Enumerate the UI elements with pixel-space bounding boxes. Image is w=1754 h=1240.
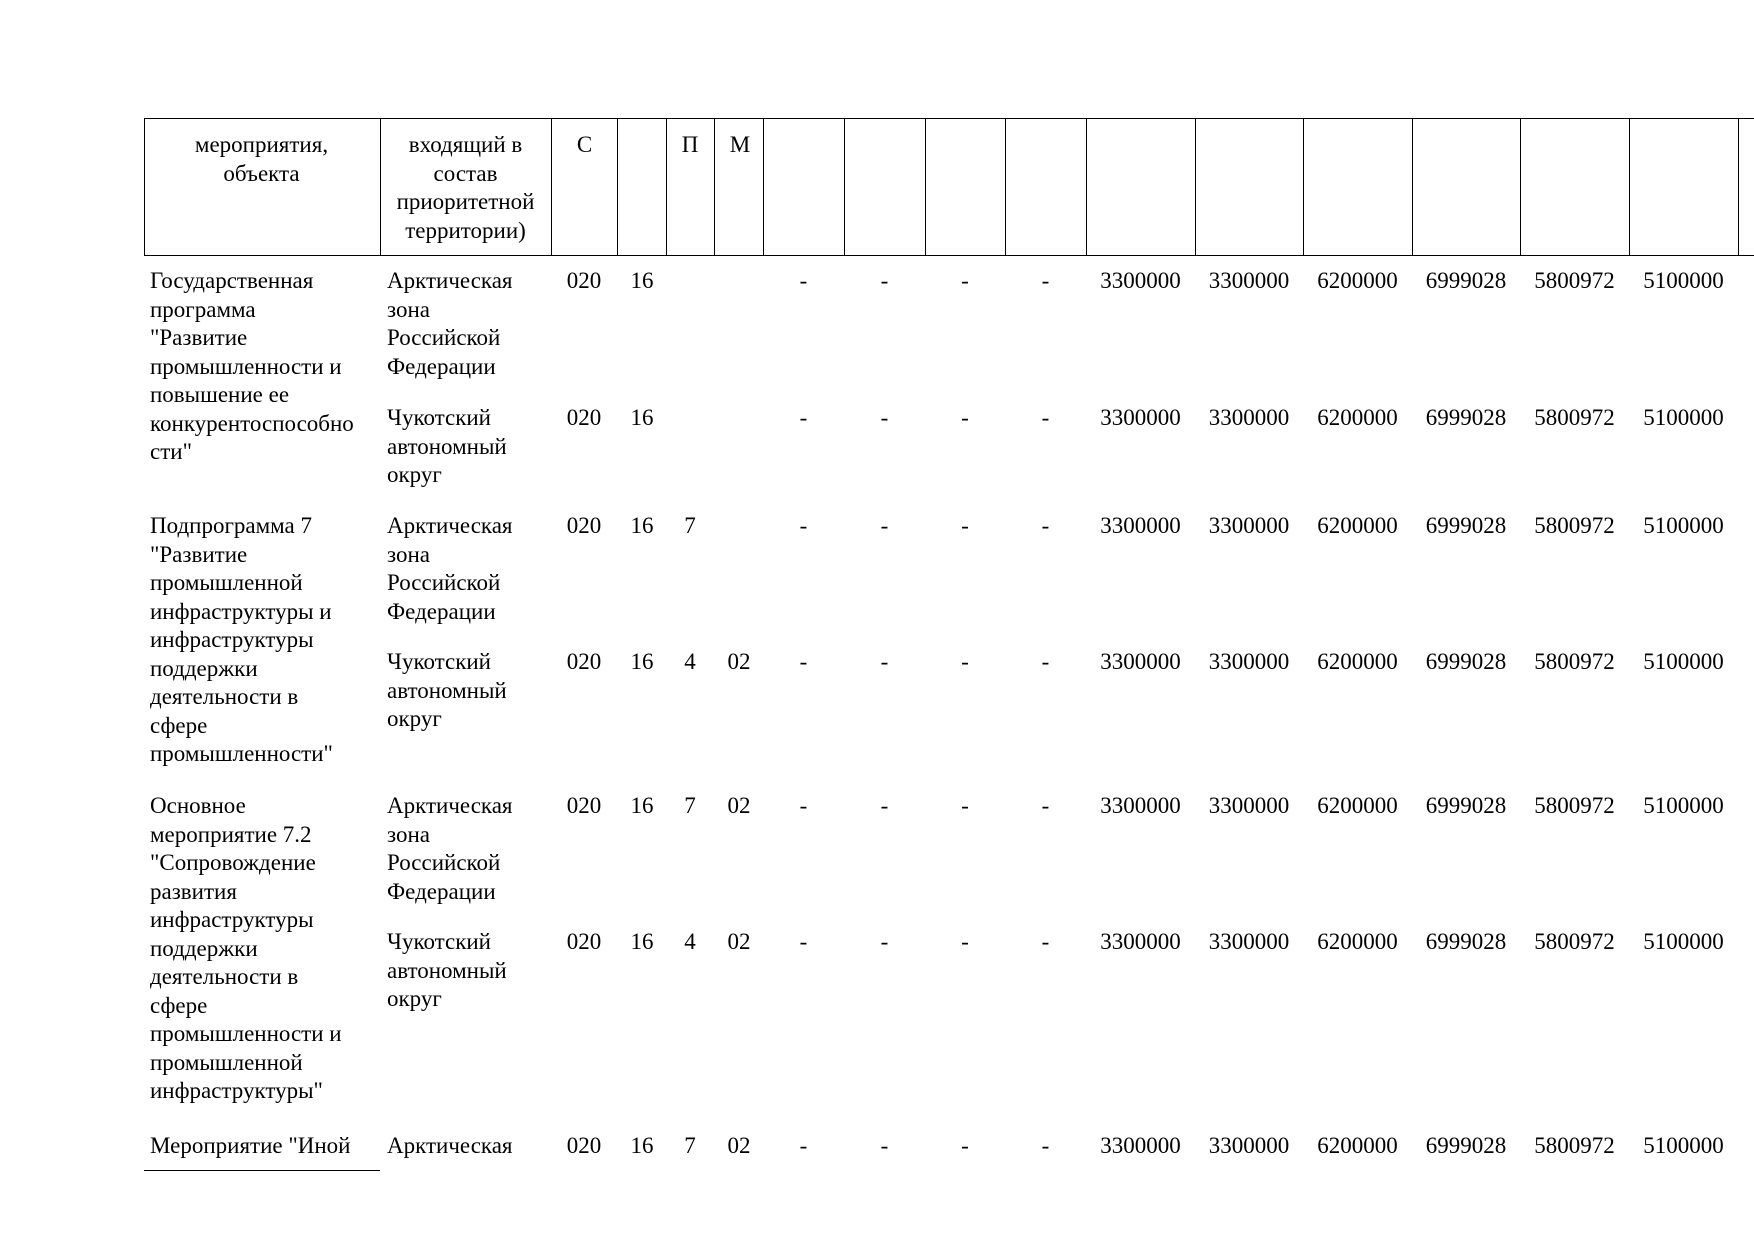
table-top-border [144, 118, 1754, 119]
amount-cell: 6999028 [1425, 513, 1507, 538]
dash-cell: - [880, 793, 889, 818]
code-2-cell: 16 [630, 793, 654, 818]
amount-cell: 5100000 [1643, 1133, 1724, 1158]
code-2-cell: 16 [630, 513, 654, 538]
column-divider-14 [1520, 118, 1521, 255]
code-m-cell: 02 [727, 649, 751, 674]
code-m-cell: 02 [727, 793, 751, 818]
amount-cell: 3300000 [1208, 513, 1290, 538]
column-divider-16 [1738, 118, 1739, 255]
amount-cell: 6200000 [1317, 513, 1398, 538]
territory-cell: Арктическая зона Российской Федерации [387, 513, 513, 624]
code-p-cell: 4 [684, 649, 696, 674]
territory-cell: Чукотский автономный округ [387, 929, 507, 1011]
column-divider-7 [844, 118, 845, 255]
header-event-name: мероприятия, объекта [194, 132, 329, 186]
amount-cell: 3300000 [1208, 793, 1290, 818]
territory-cell: Чукотский автономный округ [387, 405, 507, 487]
territory-cell: Чукотский автономный округ [387, 649, 507, 731]
amount-cell: 3300000 [1208, 1133, 1290, 1158]
amount-cell: 5800972 [1534, 513, 1615, 538]
column-divider-4 [666, 118, 667, 255]
dash-cell: - [961, 405, 969, 430]
dash-cell: - [880, 513, 889, 538]
column-divider-15 [1629, 118, 1630, 255]
amount-cell: 6200000 [1317, 1133, 1398, 1158]
code-c-cell: 020 [566, 405, 602, 430]
dash-cell: - [961, 793, 969, 818]
amount-cell: 3300000 [1100, 929, 1181, 954]
code-2-cell: 16 [630, 649, 654, 674]
amount-cell: 5100000 [1643, 268, 1724, 293]
column-divider-1 [380, 118, 381, 255]
amount-cell: 6999028 [1425, 793, 1507, 818]
dash-cell: - [1041, 1133, 1050, 1158]
code-2-cell: 16 [630, 268, 654, 293]
amount-cell: 5800972 [1534, 405, 1615, 430]
amount-cell: 5100000 [1643, 793, 1724, 818]
amount-cell: 5800972 [1534, 649, 1615, 674]
code-m-cell: 02 [727, 929, 751, 954]
dash-cell: - [799, 649, 808, 674]
code-c-cell: 020 [566, 929, 602, 954]
code-m-cell: 02 [727, 1133, 751, 1158]
amount-cell: 3300000 [1208, 929, 1290, 954]
amount-cell: 3300000 [1208, 405, 1290, 430]
amount-cell: 5800972 [1534, 1133, 1615, 1158]
dash-cell: - [799, 793, 808, 818]
amount-cell: 5100000 [1643, 405, 1724, 430]
amount-cell: 6200000 [1317, 793, 1398, 818]
amount-cell: 6999028 [1425, 405, 1507, 430]
dash-cell: - [1041, 649, 1050, 674]
amount-cell: 3300000 [1100, 649, 1181, 674]
amount-cell: 3300000 [1100, 405, 1181, 430]
amount-cell: 3300000 [1208, 649, 1290, 674]
dash-cell: - [1041, 793, 1050, 818]
amount-cell: 5800972 [1534, 929, 1615, 954]
dash-cell: - [880, 649, 889, 674]
dash-cell: - [799, 1133, 808, 1158]
dash-cell: - [961, 1133, 969, 1158]
territory-cell: Арктическая [387, 1133, 513, 1158]
dash-cell: - [799, 929, 808, 954]
amount-cell: 6200000 [1317, 268, 1398, 293]
code-2-cell: 16 [630, 1133, 654, 1158]
amount-cell: 3300000 [1100, 268, 1181, 293]
amount-cell: 3300000 [1100, 513, 1181, 538]
event-name-cell: Основное мероприятие 7.2 "Сопровождение развития инфраструктуры поддержки деятельности в сфере промышленности и промышленной инфраструктуры" [150, 793, 342, 1103]
column-divider-2 [551, 118, 552, 255]
amount-cell: 5800972 [1534, 268, 1615, 293]
dash-cell: - [1041, 929, 1050, 954]
header-c: С [576, 132, 593, 157]
header-territory: входящий в состав приоритетной территории) [396, 132, 535, 243]
amount-cell: 3300000 [1100, 793, 1181, 818]
amount-cell: 6999028 [1425, 649, 1507, 674]
column-divider-5 [714, 118, 715, 255]
code-2-cell: 16 [630, 405, 654, 430]
amount-cell: 6999028 [1425, 929, 1507, 954]
dash-cell: - [880, 405, 889, 430]
amount-cell: 6200000 [1317, 929, 1398, 954]
code-p-cell: 7 [684, 1133, 696, 1158]
column-divider-3 [617, 118, 618, 255]
event-name-cell: Подпрограмма 7 "Развитие промышленной инфраструктуры и инфраструктуры поддержки деятельности в сфере промышленности" [150, 513, 333, 766]
dash-cell: - [1041, 268, 1050, 293]
code-p-cell: 7 [684, 793, 696, 818]
territory-cell: Арктическая зона Российской Федерации [387, 268, 513, 379]
dash-cell: - [880, 929, 889, 954]
code-c-cell: 020 [566, 513, 602, 538]
dash-cell: - [799, 268, 808, 293]
amount-cell: 5100000 [1643, 929, 1724, 954]
amount-cell: 6200000 [1317, 649, 1398, 674]
code-2-cell: 16 [630, 929, 654, 954]
header-m: М [729, 132, 751, 157]
dash-cell: - [961, 268, 969, 293]
amount-cell: 6200000 [1317, 405, 1398, 430]
name-column-bottom-border [144, 1170, 380, 1171]
amount-cell: 5800972 [1534, 793, 1615, 818]
header-p: П [681, 132, 699, 157]
code-p-cell: 4 [684, 929, 696, 954]
dash-cell: - [961, 649, 969, 674]
column-divider-10 [1086, 118, 1087, 255]
amount-cell: 5100000 [1643, 513, 1724, 538]
dash-cell: - [799, 513, 808, 538]
column-divider-12 [1303, 118, 1304, 255]
column-divider-11 [1195, 118, 1196, 255]
header-bottom-border [144, 255, 1754, 256]
code-c-cell: 020 [566, 649, 602, 674]
column-divider-9 [1005, 118, 1006, 255]
dash-cell: - [1041, 405, 1050, 430]
dash-cell: - [799, 405, 808, 430]
amount-cell: 5100000 [1643, 649, 1724, 674]
code-c-cell: 020 [566, 268, 602, 293]
territory-cell: Арктическая зона Российской Федерации [387, 793, 513, 904]
code-p-cell: 7 [684, 513, 696, 538]
amount-cell: 3300000 [1100, 1133, 1181, 1158]
dash-cell: - [961, 929, 969, 954]
amount-cell: 6999028 [1425, 1133, 1507, 1158]
amount-cell: 3300000 [1208, 268, 1290, 293]
code-c-cell: 020 [566, 1133, 602, 1158]
dash-cell: - [880, 1133, 889, 1158]
dash-cell: - [880, 268, 889, 293]
column-divider-13 [1412, 118, 1413, 255]
event-name-cell: Государственная программа "Развитие промышленности и повышение ее конкурентоспособно сти" [150, 268, 354, 464]
dash-cell: - [961, 513, 969, 538]
event-name-cell: Мероприятие "Иной [150, 1133, 351, 1158]
dash-cell: - [1041, 513, 1050, 538]
code-c-cell: 020 [566, 793, 602, 818]
column-divider-8 [925, 118, 926, 255]
amount-cell: 6999028 [1425, 268, 1507, 293]
